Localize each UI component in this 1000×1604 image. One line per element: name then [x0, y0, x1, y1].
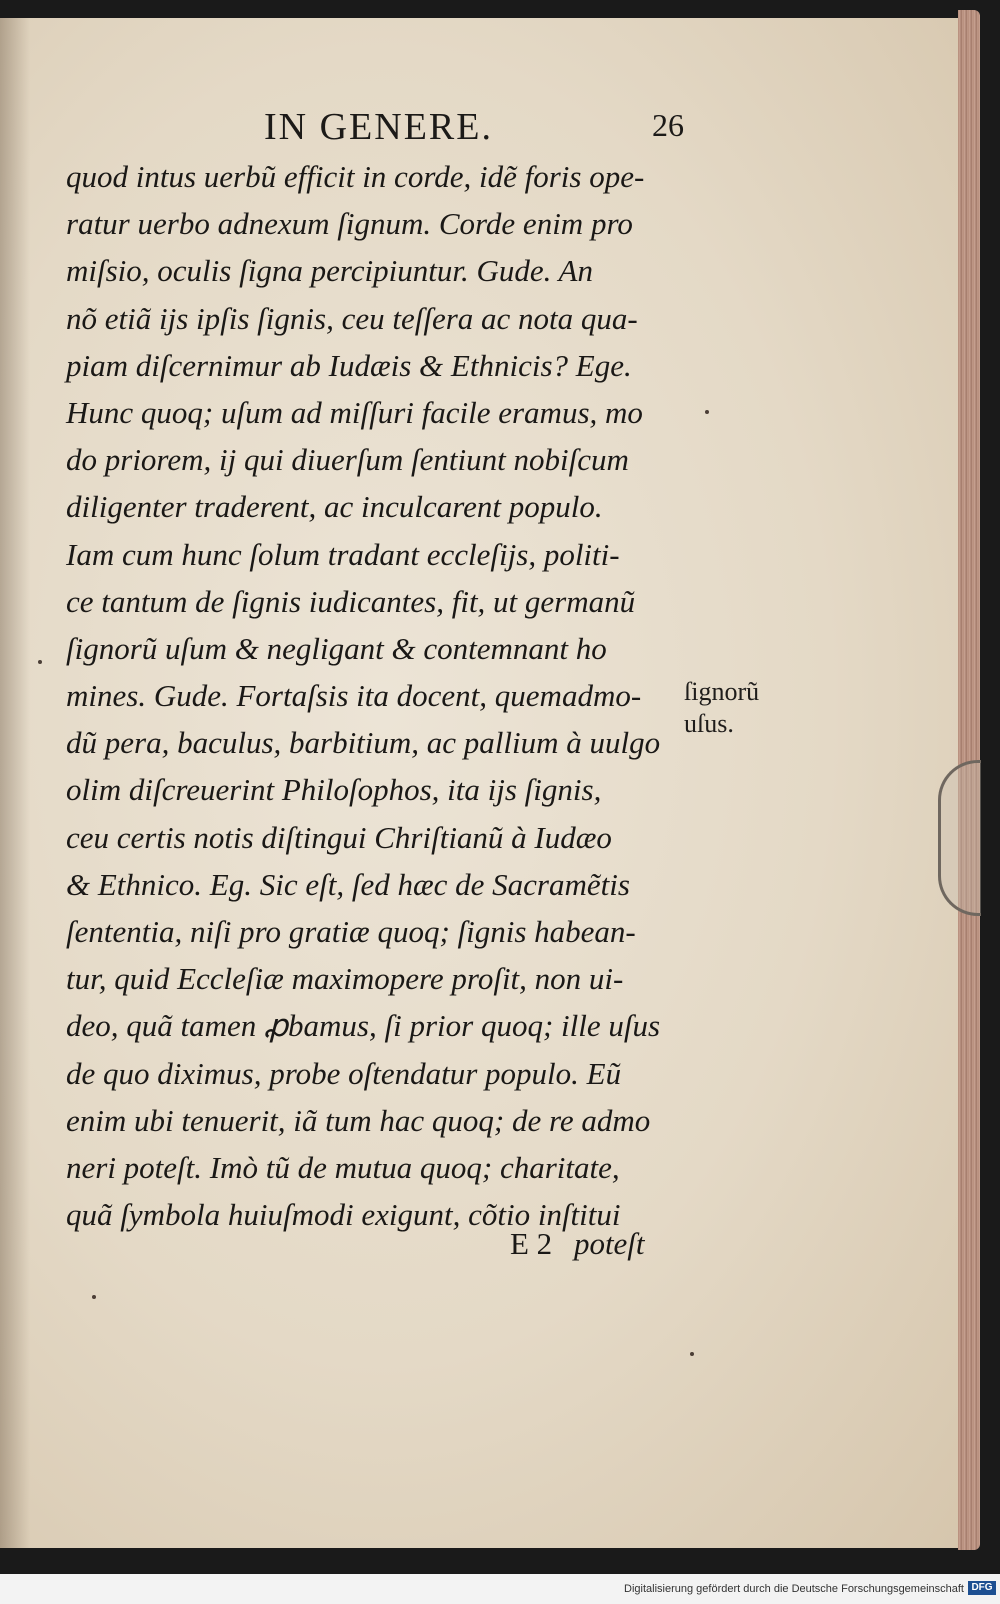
text-line: de quo diximus, probe oſtendatur populo. Eũ	[66, 1055, 622, 1091]
marginal-note	[684, 676, 759, 740]
text-line: do priorem, ij qui diuerſum ſentiunt nobiſcum	[66, 442, 629, 478]
text-line: enim ubi tenuerit, iã tum hac quoq; de re admo	[66, 1102, 651, 1138]
gutter-shadow	[0, 18, 30, 1548]
text-line: tur, quid Eccleſiæ maximopere proſit, non ui-	[66, 961, 624, 997]
ink-speck	[38, 660, 42, 664]
text-line: ceu certis notis diſtingui Chriſtianũ à Iudæo	[66, 819, 612, 855]
text-line: ſignorũ uſum & negligant & contemnant ho	[66, 630, 607, 666]
signature-mark: E 2	[510, 1226, 553, 1261]
text-line: Hunc quoq; uſum ad miſſuri facile eramus, mo	[66, 394, 643, 430]
running-header	[264, 105, 684, 149]
text-line: quod intus uerbũ efficit in corde, idẽ foris ope-	[66, 159, 645, 194]
ink-speck	[705, 410, 709, 414]
text-line: quã ſymbola huiuſmodi exigunt, cõtio inſtitui	[66, 1197, 621, 1233]
footer-bar	[0, 1574, 1000, 1604]
text-line: ſententia, niſi pro gratiæ quoq; ſignis habean-	[66, 914, 636, 949]
running-title: IN GENERE.	[264, 106, 493, 148]
catchword: poteſt	[573, 1226, 645, 1261]
catchword-line	[510, 1226, 645, 1262]
text-line: ce tantum de ſignis iudicantes, fit, ut germanũ	[66, 583, 636, 619]
text-line: dũ pera, baculus, barbitium, ac pallium à uulgo	[66, 725, 661, 761]
dfg-logo: DFG	[968, 1581, 996, 1595]
body-text	[66, 153, 686, 1238]
page-clip	[938, 760, 981, 916]
text-line: mines. Gude. Fortaſsis ita docent, quemadmo-	[66, 678, 642, 714]
text-line: neri poteſt. Imò tũ de mutua quoq; charitate,	[66, 1149, 620, 1185]
text-line: diligenter traderent, ac inculcarent populo.	[66, 489, 603, 525]
text-line: Iam cum hunc ſolum tradant eccleſijs, politi-	[66, 536, 620, 572]
text-line: olim diſcreuerint Philoſophos, ita ijs ſignis,	[66, 772, 602, 808]
text-line: piam diſcernimur ab Iudæis & Ethnicis? Ege.	[66, 347, 632, 383]
marginal-note-line: uſus.	[684, 709, 734, 738]
text-line: miſsio, oculis ſigna percipiuntur. Gude. An	[66, 253, 593, 289]
text-line: nõ etiã ijs ipſis ſignis, ceu teſſera ac nota qua-	[66, 300, 638, 336]
ink-speck	[92, 1295, 96, 1299]
text-line: & Ethnico. Eg. Sic eſt, ſed hæc de Sacramẽtis	[66, 866, 630, 902]
ink-speck	[690, 1352, 694, 1356]
funding-credit: Digitalisierung gefördert durch die Deutsche Forschungsgemeinschaft	[624, 1583, 964, 1595]
marginal-note-line: ſignorũ	[684, 677, 760, 706]
text-line: deo, quã tamen ꝓbamus, ſi prior quoq; ille uſus	[66, 1008, 661, 1044]
folio-number: 26	[652, 107, 684, 143]
text-line: ratur uerbo adnexum ſignum. Corde enim pro	[66, 206, 633, 242]
